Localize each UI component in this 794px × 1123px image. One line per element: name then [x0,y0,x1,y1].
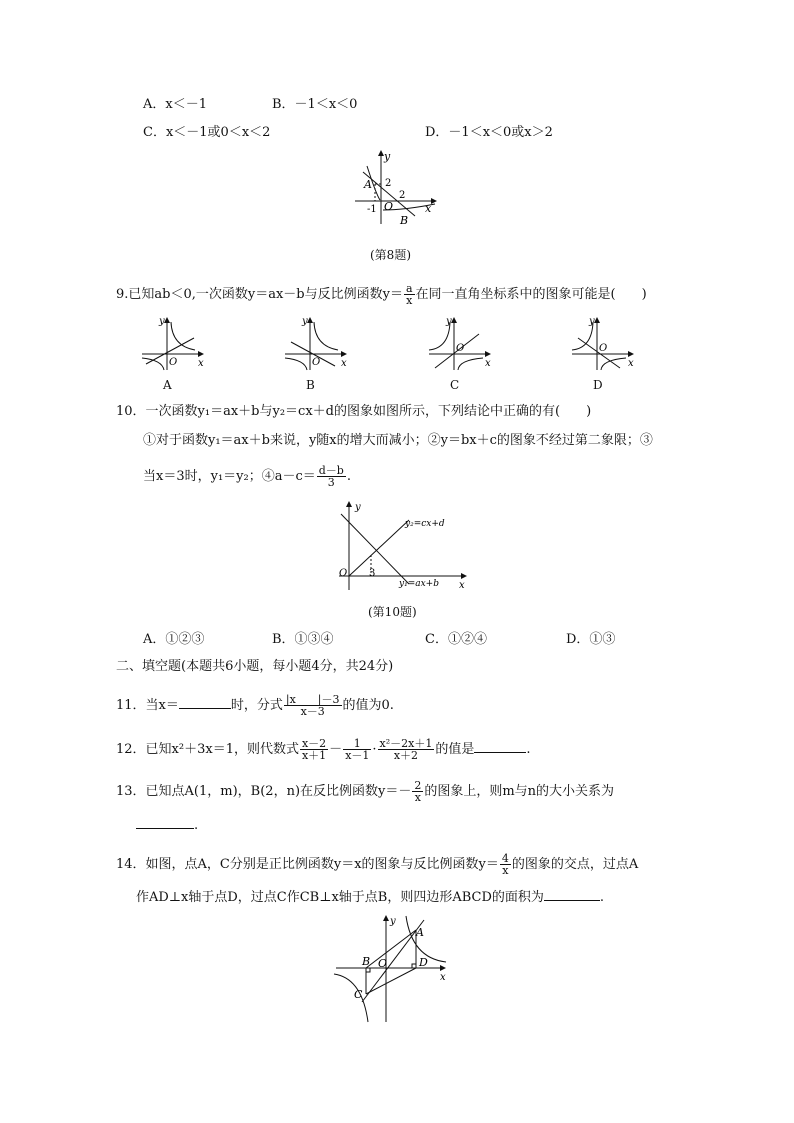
q10-line1: 10．一次函数y₁＝ax＋b与y₂＝cx＋d的图象如图所示，下列结论中正确的有( ) [116,404,592,419]
q7-option-c: C．x＜－1或0＜x＜2 [143,125,271,140]
q9-frac-num: a [405,282,413,295]
q7-option-d: D．－1＜x＜0或x＞2 [425,125,553,140]
q9-stem [116,283,647,306]
q14-frac-num: 4 [501,852,509,865]
q9d-x: x [628,358,634,369]
fig8-neg1: -1 [367,204,377,215]
q12-frac1 [300,738,328,761]
q11-fraction [284,694,342,717]
q13-frac-den: x [414,791,421,804]
q14-line2-text: 作AD⊥x轴于点D，过点C作CB⊥x轴于点B，则四边形ABCD的面积为 [136,890,544,905]
fig14-y-label: y [390,916,396,927]
q13-frac-num: 2 [414,779,422,792]
q14-line1 [116,853,638,876]
q12-f1-den: x＋1 [301,749,327,762]
q12-f2-den: x－1 [345,749,370,762]
q9-stem-b: 在同一直角坐标系中的图象可能是( ) [415,287,647,302]
q14-b: 的图象的交点，过点A [511,857,639,872]
q7-option-a: A．x＜－1 [143,97,207,112]
q12-f3-num: x²－2x＋1 [379,737,433,750]
q14-fraction [500,853,511,876]
q10-fraction [317,465,346,488]
q12-end: . [526,742,531,757]
q14-line2 [136,888,604,906]
q10-line3 [143,465,351,488]
q9c-origin: O [456,343,465,354]
q9-graph-d [570,316,635,371]
fig14-x-label: x [440,972,446,983]
q11-a: 11．当x＝ [116,698,179,713]
fig10-origin: O [339,568,348,579]
q9-frac-den: x [406,294,413,307]
figure-14-graph [334,912,454,1024]
fig8-origin: O [384,200,394,213]
q13-b: 的图象上，则m与n的大小关系为 [424,784,615,799]
q13-end: . [194,818,199,833]
q9-graph-b [283,316,348,371]
q9-graph-c [427,316,492,371]
q9-fraction [404,283,415,306]
q10-line3-a: 当x＝3时，y₁＝y₂；④a－c＝ [143,469,316,484]
q9-option-c-label: C [450,378,460,392]
fig8-y-label: y [384,150,391,163]
fig8-point-b: B [400,214,409,227]
q11-blank[interactable] [179,696,231,709]
q13-blank[interactable] [136,816,194,829]
q12-frac2 [343,738,371,761]
q12-b: 的值是 [435,742,475,757]
q11-b: 时，分式 [230,698,283,713]
q14-end: . [599,890,605,905]
fig10-x-label: x [459,580,465,591]
q12-f1-num: x－2 [301,737,327,750]
q10-line2: ①对于函数y₁＝ax＋b来说，y随x的增大而减小；②y＝bx＋c的图象不经过第二象限；③ [143,433,653,448]
q13-a: 13．已知点A(1，m)，B(2，n)在反比例函数y＝－ [116,784,412,799]
q10-option-c: C．①②④ [425,632,487,647]
q9a-origin: O [169,357,178,368]
q13-answer-line [136,816,198,834]
fig8-two-x: 2 [399,190,406,201]
q9c-y: y [446,316,452,327]
q9a-y: y [159,316,165,327]
fig14-origin: O [378,957,388,970]
q11-frac-den: x－3 [300,705,325,718]
q11-frac-num: |x |－3 [285,693,340,706]
q12-minus: － [329,742,343,757]
q12-blank[interactable] [474,740,526,753]
figure-8-graph [345,148,440,228]
q13 [116,780,614,803]
fig8-caption: (第8题) [370,248,411,262]
q9-stem-a: 9.已知ab＜0,一次函数y＝ax－b与反比例函数y＝ [116,287,403,302]
q9-option-b-label: B [306,378,315,392]
q9-graph-a [140,316,205,371]
q9-option-d-label: D [593,378,603,392]
q7-option-b: B．－1＜x＜0 [272,97,358,112]
fig10-y-label: y [355,502,361,513]
fig14-point-c: C [354,988,363,1001]
q9d-y: y [589,316,595,327]
q9b-y: y [302,316,308,327]
q12-f3-den: x＋2 [393,749,419,762]
q13-fraction [412,780,423,803]
q9b-x: x [341,358,347,369]
fig8-two-y: 2 [385,178,392,189]
q10-line3-b: . [346,469,351,484]
fig10-line-y2: y₂=cx+d [405,519,445,529]
fig10-caption: (第10题) [368,605,417,619]
q14-a: 14．如图，点A，C分别是正比例函数y＝x的图象与反比例函数y＝ [116,857,499,872]
fig14-point-d: D [419,956,428,969]
q12-a: 12．已知x²＋3x＝1，则代数式 [116,742,299,757]
q9c-x: x [485,358,491,369]
q9a-x: x [198,358,204,369]
q11-c: 的值为0. [342,698,394,713]
q9d-origin: O [599,343,608,354]
q9b-origin: O [312,357,321,368]
figure-10-graph [333,500,473,592]
q11 [116,694,394,717]
q14-blank[interactable] [544,888,600,901]
q10-frac-den: 3 [327,476,335,489]
q12-dot: · [372,742,377,757]
fig8-point-a: A [364,178,372,191]
q10-option-a: A．①②③ [143,632,205,647]
fig14-point-a: A [416,926,424,939]
q14-frac-den: x [502,864,509,877]
fig10-three: 3 [369,568,376,579]
q12-f2-num: 1 [343,738,371,750]
q10-option-b: B．①③④ [272,632,334,647]
section-2-title: 二、填空题(本题共6小题，每小题4分，共24分) [116,659,394,674]
q10-option-d: D．①③ [566,632,616,647]
fig10-line-y1: y₁=ax+b [399,579,439,589]
q12 [116,738,531,761]
fig14-point-b: B [362,955,371,968]
q10-frac-num: d－b [318,464,344,477]
fig8-x-label: x [425,202,432,215]
q9-option-a-label: A [163,378,172,392]
q12-frac3 [378,738,435,761]
